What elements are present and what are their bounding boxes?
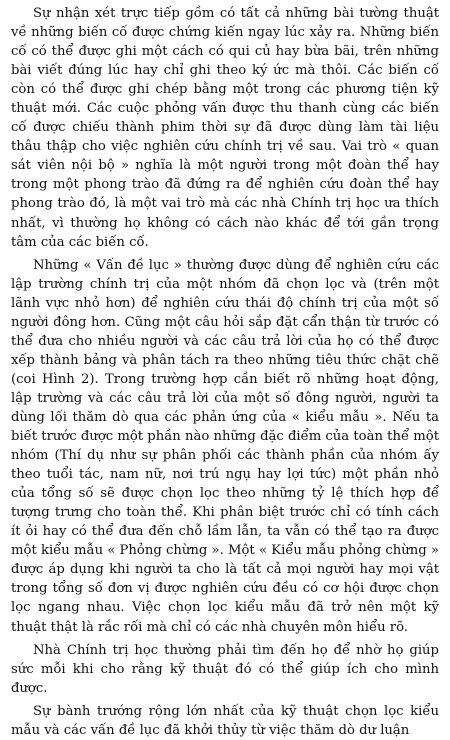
paragraph-political-scientist: Nhà Chính trị học thường phải tìm đến họ để nhờ họ giúp sức mỗi khi cho rằng kỹ thuật đó có thể giúp ích cho mình được. xyxy=(11,642,439,696)
paragraph-sampling-expansion: Sự bành trướng rộng lớn nhất của kỹ thuật chọn lọc kiểu mẫu và các vấn đề lục đã khởi thủy từ việc thăm dò dư luận xyxy=(11,703,439,738)
paragraph-direct-observation: Sự nhận xét trực tiếp gồm có tất cả những bài tường thuật về những biến cố được chứng kiến ngay lúc xảy ra. Những biến cố có thể được ghi một cách có qui củ hay bừa bãi, trên những bài viết đúng lúc hay chỉ ghi theo ký ức mà thôi. Các biến cố còn có thể được ghi chép bằng một trong các phương tiện kỹ thuật mới. Các cuộc phỏng vấn được thu thanh cùng các biến cố được chiếu thành phim thời sự đã được dùng làm tài liệu thâu thập cho việc nghiên cứu chính trị về sau. Vai trò « quan sát viên nội bộ » nghĩa là một người trong một đoàn thể hay trong một phong trào đã đứng ra để nghiên cứu đoàn thể hay phong trào đó, là một vai trò mà các nhà Chính trị học ưa thích nhất, vì thường họ không có cách nào khác để tới gần trọng tâm của các biến cố. xyxy=(11,6,439,250)
paragraph-questionnaires: Những « Vấn đề lục » thường được dùng để nghiên cứu các lập trường chính trị của một nhóm đã chọn lọc và (trên một lãnh vực nhỏ hơn) để nghiên cứu thái độ chính trị của một số người đông hơn. Cũng một câu hỏi sắp đặt cẩn thận từ trước có thể đưa cho nhiều người và các câu trả lời của họ có thể được xếp thành bảng và phân tách ra theo những tiêu thức chặt chẽ (coi Hình 2). Trong trường hợp cần biết rõ những hoạt động, lập trường và các câu trả lời của một số đông người, người ta dùng lối thăm dò qua các phản ứng của « kiểu mẫu ». Nếu ta biết trước được một phần nào những đặc điểm của toàn thể một nhóm (Thí dụ như sự phân phối các thành phần của nhóm ấy theo tuổi tác, nam nữ, nơi trú ngụ hay lợi tức) một phần nhỏ của tổng số sẽ được chọn lọc theo những tỷ lệ thích hợp để tượng trưng cho toàn thể. Khi phân biệt trước chỉ có tính cách ít ỏi hay có thể đưa đến chỗ lầm lẫn, ta vẫn có thể tạo ra được một kiểu mẫu « Phỏng chừng ». Một « Kiểu mẫu phỏng chừng » được áp dụng khi người ta cho là tất cả mọi người hay mọi vật trong tổng số đơn vị được nghiên cứu đều có cơ hội được chọn lọc ngang nhau. Việc chọn lọc kiểu mẫu đã trở nên một kỹ thuật thật là rắc rối mà chỉ có các nhà chuyên môn hiểu rõ. xyxy=(11,257,439,635)
